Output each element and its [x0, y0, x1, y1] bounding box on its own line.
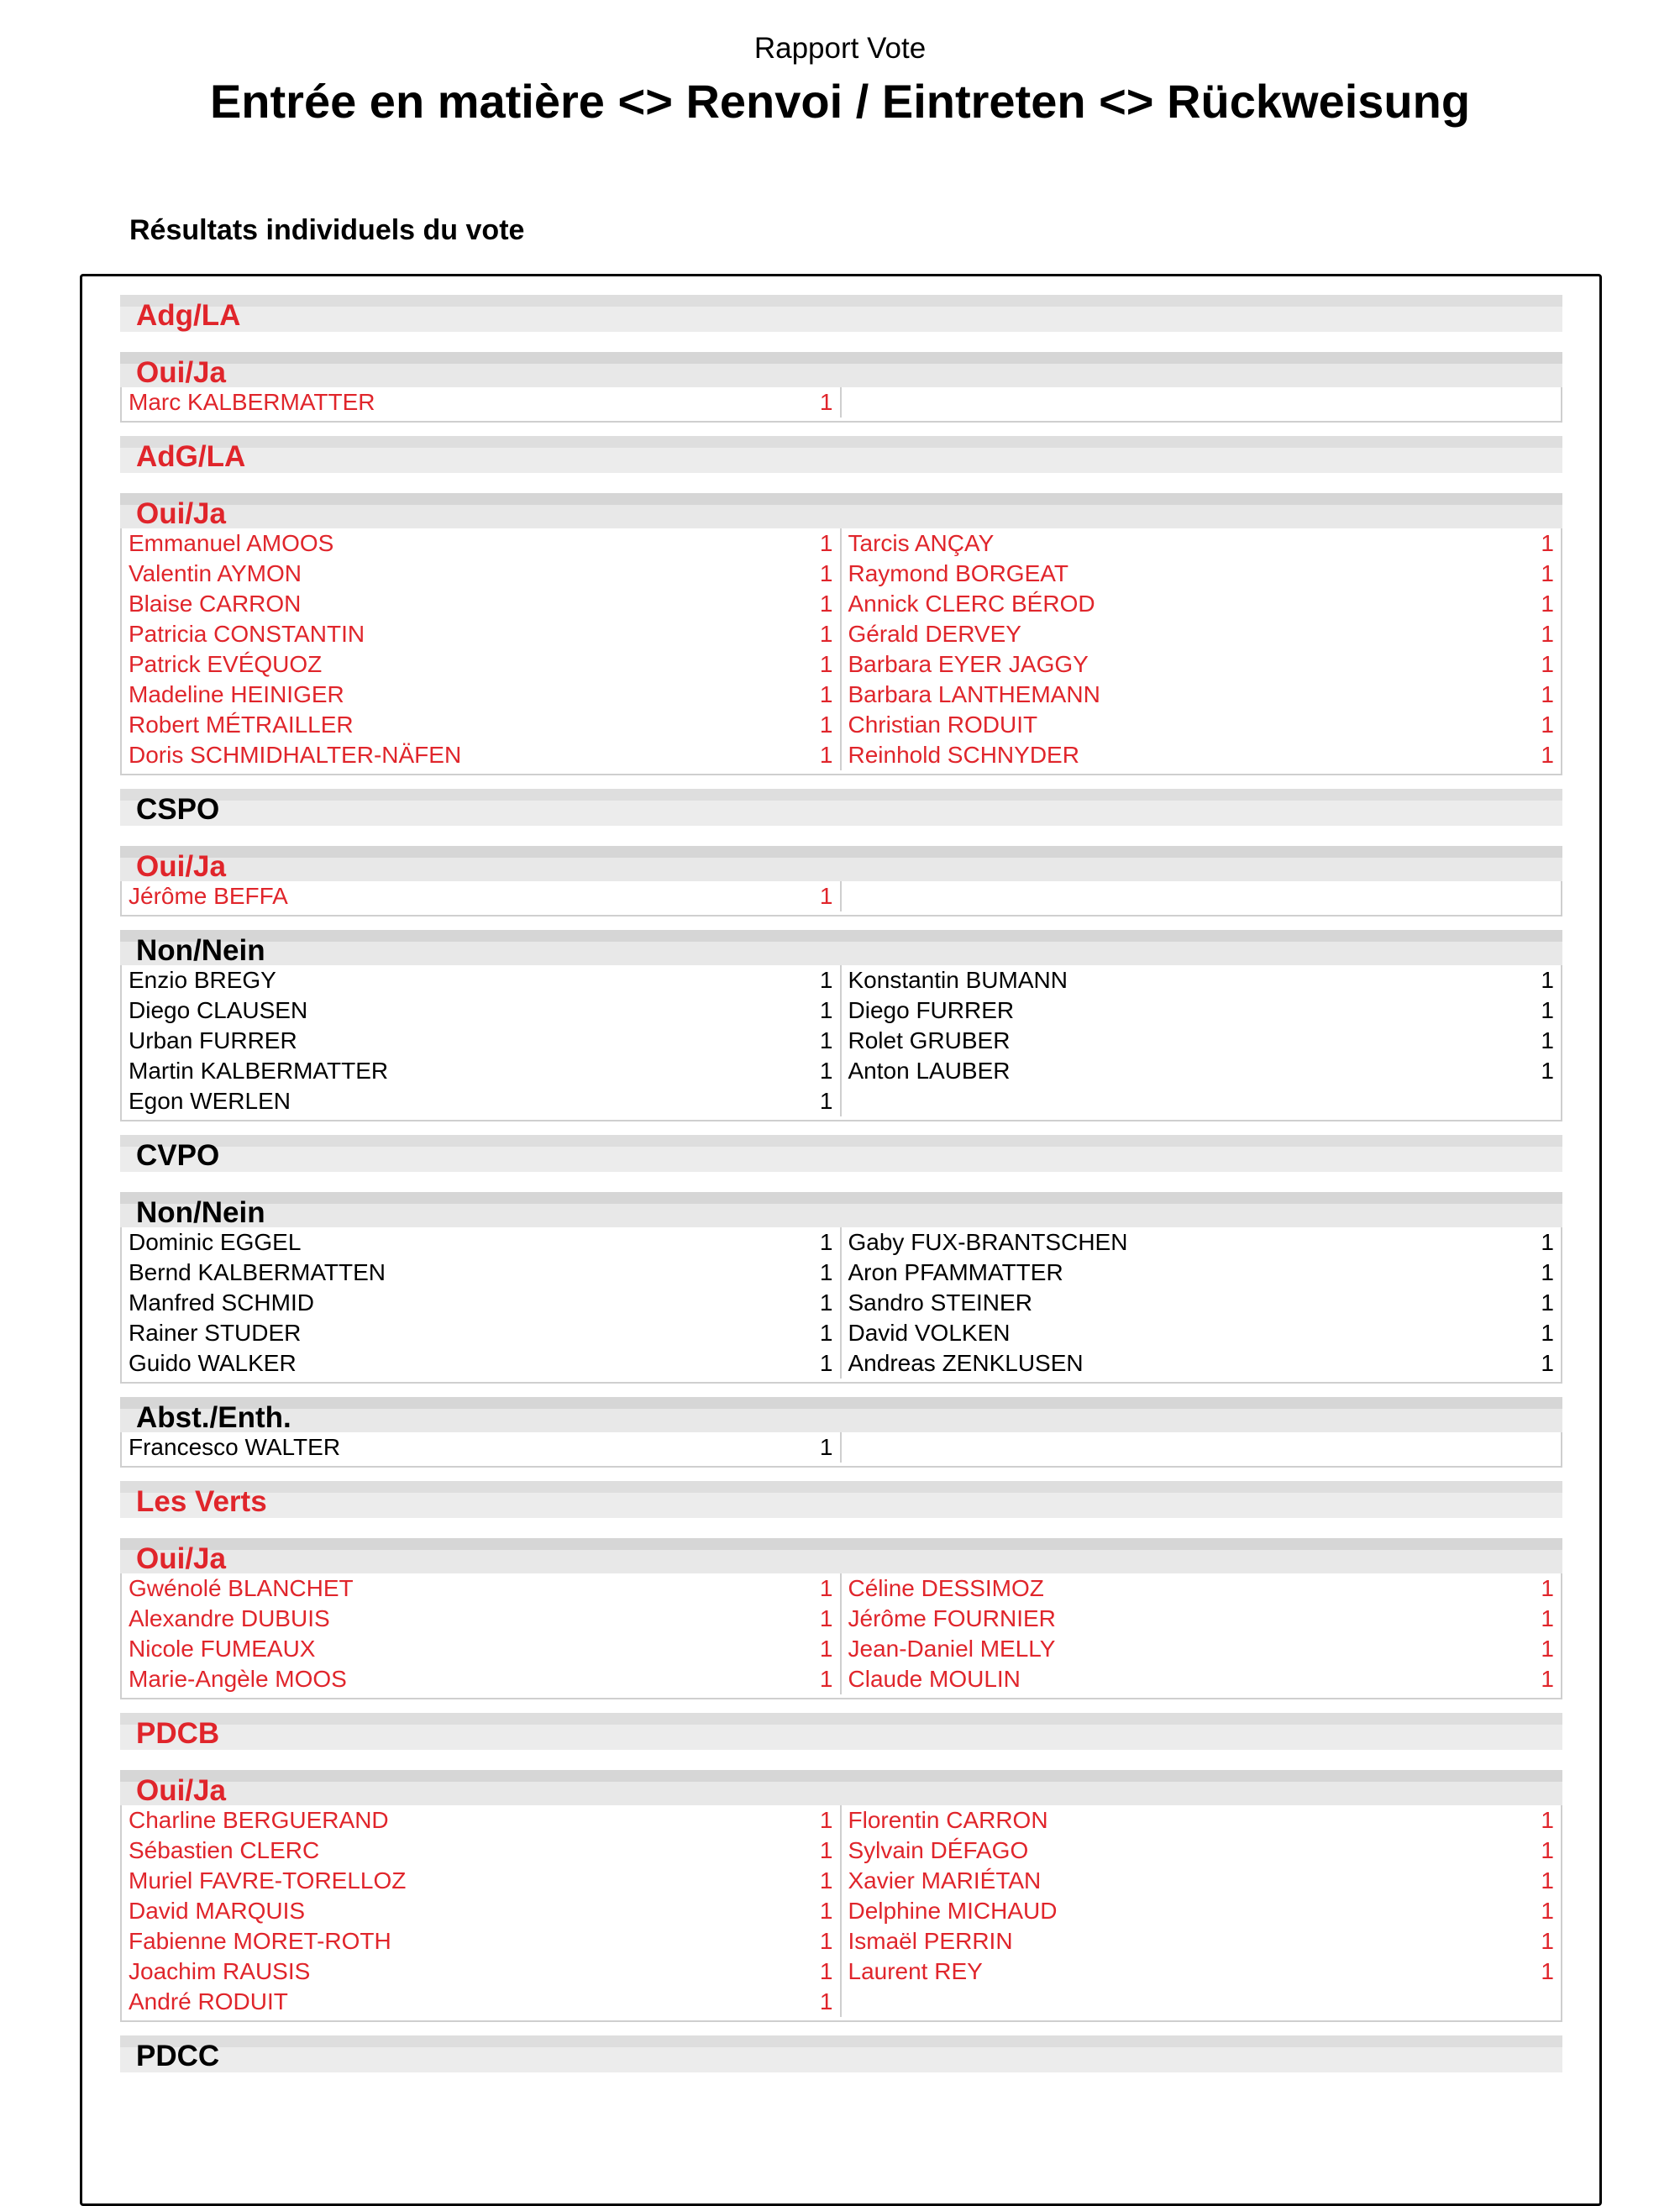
member-name: Patrick EVÉQUOZ — [129, 651, 323, 677]
member-row — [842, 1866, 1562, 1896]
member-row — [122, 1604, 840, 1634]
vote-count: 1 — [819, 1928, 833, 1954]
member-name: Andreas ZENKLUSEN — [848, 1350, 1084, 1376]
vote-category-header: Oui/Ja — [120, 1538, 1562, 1573]
vote-group — [120, 1397, 1562, 1468]
member-name: Céline DESSIMOZ — [848, 1575, 1044, 1601]
vote-category-header: Oui/Ja — [120, 1770, 1562, 1805]
vote-member-table — [120, 528, 1562, 775]
member-name: Nicole FUMEAUX — [129, 1636, 316, 1662]
vote-count: 1 — [819, 621, 833, 647]
vote-count: 1 — [819, 1259, 833, 1285]
vote-count: 1 — [1541, 1807, 1554, 1833]
member-name: Fabienne MORET-ROTH — [129, 1928, 391, 1954]
left-column — [122, 387, 842, 418]
member-row — [842, 1926, 1562, 1957]
vote-category-header: Non/Nein — [120, 930, 1562, 965]
vote-member-table — [120, 1805, 1562, 2022]
vote-count: 1 — [1541, 1867, 1554, 1893]
vote-count: 1 — [819, 1988, 833, 2014]
vote-count: 1 — [819, 742, 833, 768]
member-row — [122, 649, 840, 680]
member-name: Urban FURRER — [129, 1027, 297, 1053]
vote-group — [120, 1538, 1562, 1699]
member-row — [842, 1288, 1562, 1318]
vote-group — [120, 352, 1562, 423]
vote-count: 1 — [819, 591, 833, 617]
member-name: Guido WALKER — [129, 1350, 297, 1376]
member-row — [122, 1957, 840, 1987]
vote-count: 1 — [819, 1575, 833, 1601]
right-column — [842, 1432, 1562, 1463]
member-name: Jérôme FOURNIER — [848, 1605, 1056, 1631]
vote-count: 1 — [1541, 1058, 1554, 1084]
party-header: AdG/LA — [120, 436, 1562, 473]
member-row — [122, 559, 840, 589]
right-column — [842, 528, 1562, 770]
vote-count: 1 — [1541, 681, 1554, 707]
member-name: Diego CLAUSEN — [129, 997, 308, 1023]
member-row — [842, 1056, 1562, 1086]
member-name: Raymond BORGEAT — [848, 560, 1068, 586]
member-name: Konstantin BUMANN — [848, 967, 1068, 993]
member-name: Doris SCHMIDHALTER-NÄFEN — [129, 742, 462, 768]
member-name: Sandro STEINER — [848, 1289, 1032, 1316]
member-name: Muriel FAVRE-TORELLOZ — [129, 1867, 407, 1893]
left-column — [122, 1227, 842, 1379]
member-name: Barbara EYER JAGGY — [848, 651, 1089, 677]
member-row — [842, 1348, 1562, 1379]
member-row — [122, 1866, 840, 1896]
member-row — [122, 1056, 840, 1086]
member-name: Charline BERGUERAND — [129, 1807, 389, 1833]
member-row — [122, 740, 840, 770]
vote-count: 1 — [819, 1027, 833, 1053]
left-column — [122, 881, 842, 911]
vote-category-header: Oui/Ja — [120, 493, 1562, 528]
vote-count: 1 — [819, 1229, 833, 1255]
right-column — [842, 881, 1562, 911]
vote-group — [120, 930, 1562, 1121]
vote-count: 1 — [1541, 1259, 1554, 1285]
vote-count: 1 — [819, 1807, 833, 1833]
vote-count: 1 — [1541, 1837, 1554, 1863]
vote-count: 1 — [819, 1898, 833, 1924]
member-row — [122, 710, 840, 740]
right-column — [842, 387, 1562, 418]
left-column — [122, 1573, 842, 1694]
member-row — [122, 1987, 840, 2017]
vote-count: 1 — [1541, 1575, 1554, 1601]
left-column — [122, 965, 842, 1116]
member-name: Claude MOULIN — [848, 1666, 1021, 1692]
member-name: Xavier MARIÉTAN — [848, 1867, 1042, 1893]
member-name: Annick CLERC BÉROD — [848, 591, 1095, 617]
party-header: Adg/LA — [120, 295, 1562, 332]
member-row — [842, 1604, 1562, 1634]
results-list — [120, 295, 1562, 2093]
vote-count: 1 — [819, 1666, 833, 1692]
member-row — [122, 528, 840, 559]
vote-count: 1 — [819, 560, 833, 586]
member-name: Rolet GRUBER — [848, 1027, 1011, 1053]
vote-member-table — [120, 387, 1562, 423]
vote-count: 1 — [819, 651, 833, 677]
vote-count: 1 — [1541, 621, 1554, 647]
vote-count: 1 — [819, 1058, 833, 1084]
vote-category-header: Oui/Ja — [120, 846, 1562, 881]
member-row — [122, 1926, 840, 1957]
member-row — [122, 387, 840, 418]
vote-count: 1 — [819, 1088, 833, 1114]
member-name: Enzio BREGY — [129, 967, 276, 993]
party-header: PDCB — [120, 1713, 1562, 1750]
member-row — [122, 1664, 840, 1694]
vote-count: 1 — [819, 681, 833, 707]
member-row — [842, 1026, 1562, 1056]
member-name: Christian RODUIT — [848, 712, 1038, 738]
member-row — [122, 1348, 840, 1379]
member-name: Gwénolé BLANCHET — [129, 1575, 354, 1601]
vote-count: 1 — [1541, 1605, 1554, 1631]
member-row — [122, 1836, 840, 1866]
right-column — [842, 1227, 1562, 1379]
party-header: CVPO — [120, 1135, 1562, 1172]
member-name: Diego FURRER — [848, 997, 1015, 1023]
page-title: Entrée en matière <> Renvoi / Eintreten <> Rückweisung — [209, 75, 1471, 128]
vote-count: 1 — [819, 883, 833, 909]
vote-count: 1 — [819, 1289, 833, 1316]
member-row — [842, 1573, 1562, 1604]
vote-member-table — [120, 1573, 1562, 1699]
member-row — [122, 1634, 840, 1664]
member-row — [122, 1432, 840, 1463]
member-name: David MARQUIS — [129, 1898, 306, 1924]
member-name: Florentin CARRON — [848, 1807, 1048, 1833]
vote-group — [120, 1192, 1562, 1384]
vote-count: 1 — [1541, 530, 1554, 556]
vote-count: 1 — [1541, 591, 1554, 617]
member-row — [842, 1896, 1562, 1926]
member-row — [842, 649, 1562, 680]
left-column — [122, 528, 842, 770]
member-row — [842, 740, 1562, 770]
left-column — [122, 1432, 842, 1463]
vote-count: 1 — [819, 712, 833, 738]
member-name: David VOLKEN — [848, 1320, 1011, 1346]
member-name: Martin KALBERMATTER — [129, 1058, 389, 1084]
member-name: Patricia CONSTANTIN — [129, 621, 365, 647]
member-row — [122, 589, 840, 619]
member-row — [842, 1318, 1562, 1348]
member-row — [842, 965, 1562, 995]
member-row — [842, 619, 1562, 649]
member-row — [122, 965, 840, 995]
member-name: Emmanuel AMOOS — [129, 530, 334, 556]
member-row — [842, 1805, 1562, 1836]
member-row — [122, 619, 840, 649]
member-name: Marc KALBERMATTER — [129, 389, 375, 415]
vote-count: 1 — [1541, 1928, 1554, 1954]
member-name: Delphine MICHAUD — [848, 1898, 1058, 1924]
vote-count: 1 — [1541, 1229, 1554, 1255]
member-row — [122, 1896, 840, 1926]
vote-count: 1 — [819, 530, 833, 556]
vote-count: 1 — [1541, 1958, 1554, 1984]
vote-member-table — [120, 1432, 1562, 1468]
member-row — [122, 881, 840, 911]
member-row — [842, 528, 1562, 559]
member-name: Robert MÉTRAILLER — [129, 712, 354, 738]
left-column — [122, 1805, 842, 2017]
vote-count: 1 — [819, 997, 833, 1023]
vote-count: 1 — [1541, 1320, 1554, 1346]
member-name: Aron PFAMMATTER — [848, 1259, 1063, 1285]
member-name: Francesco WALTER — [129, 1434, 341, 1460]
vote-count: 1 — [1541, 1289, 1554, 1316]
member-row — [842, 589, 1562, 619]
member-row — [122, 1318, 840, 1348]
member-row — [122, 1227, 840, 1258]
member-name: Gérald DERVEY — [848, 621, 1021, 647]
vote-count: 1 — [819, 967, 833, 993]
member-row — [122, 1086, 840, 1116]
member-name: Jean-Daniel MELLY — [848, 1636, 1056, 1662]
member-name: Sylvain DÉFAGO — [848, 1837, 1029, 1863]
party-header: PDCC — [120, 2035, 1562, 2072]
member-name: André RODUIT — [129, 1988, 288, 2014]
member-name: Valentin AYMON — [129, 560, 302, 586]
member-name: Gaby FUX-BRANTSCHEN — [848, 1229, 1128, 1255]
member-row — [842, 559, 1562, 589]
vote-count: 1 — [1541, 1898, 1554, 1924]
member-row — [842, 1957, 1562, 1987]
member-row — [122, 1026, 840, 1056]
member-name: Tarcis ANÇAY — [848, 530, 995, 556]
vote-count: 1 — [819, 389, 833, 415]
vote-count: 1 — [1541, 742, 1554, 768]
member-name: Egon WERLEN — [129, 1088, 291, 1114]
member-row — [842, 1227, 1562, 1258]
vote-count: 1 — [819, 1867, 833, 1893]
vote-count: 1 — [819, 1320, 833, 1346]
party-header: CSPO — [120, 789, 1562, 826]
member-row — [122, 1288, 840, 1318]
vote-count: 1 — [819, 1958, 833, 1984]
vote-member-table — [120, 881, 1562, 917]
vote-count: 1 — [1541, 1666, 1554, 1692]
member-name: Laurent REY — [848, 1958, 983, 1984]
member-name: Joachim RAUSIS — [129, 1958, 311, 1984]
member-name: Barbara LANTHEMANN — [848, 681, 1100, 707]
vote-count: 1 — [1541, 997, 1554, 1023]
party-header: Les Verts — [120, 1481, 1562, 1518]
vote-category-header: Abst./Enth. — [120, 1397, 1562, 1432]
member-row — [842, 1258, 1562, 1288]
member-name: Rainer STUDER — [129, 1320, 302, 1346]
right-column — [842, 965, 1562, 1116]
member-name: Bernd KALBERMATTEN — [129, 1259, 386, 1285]
member-row — [842, 1634, 1562, 1664]
member-name: Ismaël PERRIN — [848, 1928, 1013, 1954]
member-row — [122, 1805, 840, 1836]
vote-count: 1 — [819, 1636, 833, 1662]
member-name: Blaise CARRON — [129, 591, 302, 617]
member-row — [842, 680, 1562, 710]
member-name: Dominic EGGEL — [129, 1229, 302, 1255]
vote-group — [120, 846, 1562, 917]
member-name: Anton LAUBER — [848, 1058, 1011, 1084]
member-name: Alexandre DUBUIS — [129, 1605, 330, 1631]
member-name: Madeline HEINIGER — [129, 681, 344, 707]
member-row — [842, 710, 1562, 740]
vote-count: 1 — [1541, 967, 1554, 993]
vote-group — [120, 493, 1562, 775]
member-name: Manfred SCHMID — [129, 1289, 314, 1316]
vote-group — [120, 1770, 1562, 2022]
vote-member-table — [120, 965, 1562, 1121]
vote-count: 1 — [1541, 1636, 1554, 1662]
report-label: Rapport Vote — [753, 32, 927, 65]
section-heading: Résultats individuels du vote — [129, 214, 525, 246]
vote-category-header: Non/Nein — [120, 1192, 1562, 1227]
vote-count: 1 — [819, 1837, 833, 1863]
vote-count: 1 — [819, 1350, 833, 1376]
member-name: Reinhold SCHNYDER — [848, 742, 1079, 768]
member-row — [842, 995, 1562, 1026]
vote-count: 1 — [819, 1434, 833, 1460]
member-row — [842, 1664, 1562, 1694]
vote-count: 1 — [1541, 651, 1554, 677]
vote-count: 1 — [1541, 560, 1554, 586]
vote-count: 1 — [1541, 1350, 1554, 1376]
member-row — [122, 995, 840, 1026]
vote-category-header: Oui/Ja — [120, 352, 1562, 387]
member-row — [842, 1836, 1562, 1866]
vote-count: 1 — [1541, 1027, 1554, 1053]
member-row — [122, 680, 840, 710]
member-row — [122, 1573, 840, 1604]
member-name: Marie-Angèle MOOS — [129, 1666, 347, 1692]
right-column — [842, 1805, 1562, 2017]
member-name: Jérôme BEFFA — [129, 883, 288, 909]
member-name: Sébastien CLERC — [129, 1837, 320, 1863]
vote-member-table — [120, 1227, 1562, 1384]
member-row — [122, 1258, 840, 1288]
right-column — [842, 1573, 1562, 1694]
vote-count: 1 — [819, 1605, 833, 1631]
vote-count: 1 — [1541, 712, 1554, 738]
